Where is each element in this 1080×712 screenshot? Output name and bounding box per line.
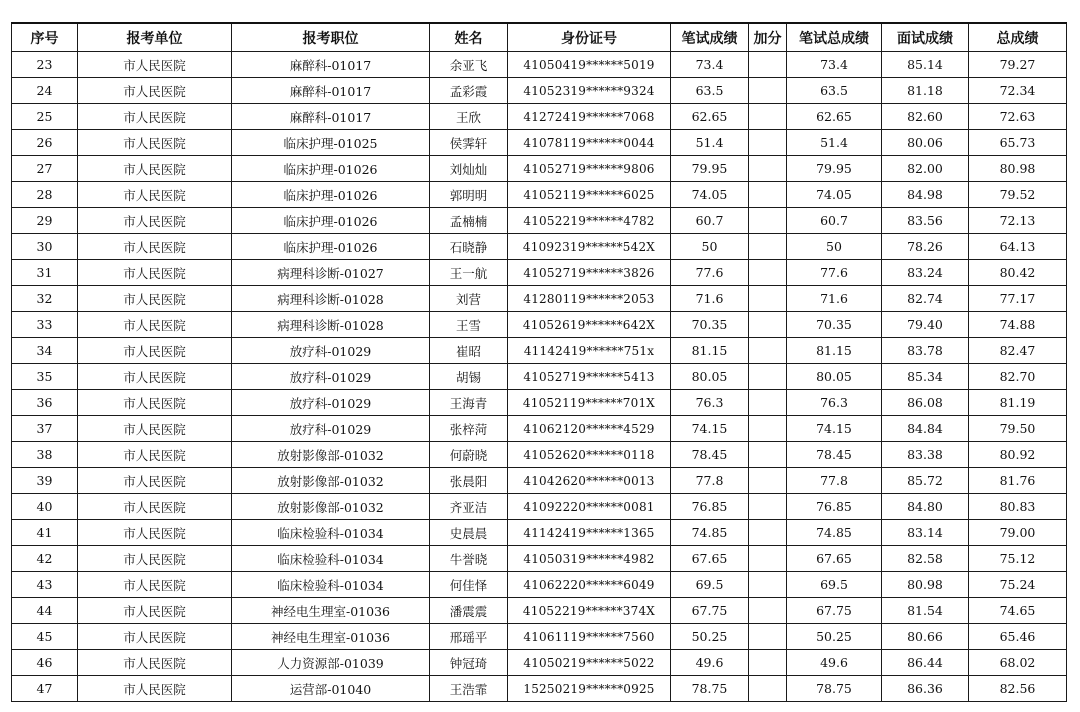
cell-col-name: 崔昭: [430, 338, 508, 364]
cell-col-interview-score: 83.24: [882, 260, 969, 286]
table-row: [12, 260, 1067, 286]
cell-col-unit: 市人民医院: [78, 130, 232, 156]
cell-col-total-score: 65.73: [969, 130, 1067, 156]
cell-col-unit: 市人民医院: [78, 52, 232, 78]
cell-col-id-number: 41142419******1365: [508, 520, 671, 546]
cell-col-total-score: 77.17: [969, 286, 1067, 312]
cell-col-written-score: 51.4: [671, 130, 749, 156]
cell-col-total-score: 82.47: [969, 338, 1067, 364]
cell-col-written-score: 79.95: [671, 156, 749, 182]
cell-col-unit: 市人民医院: [78, 338, 232, 364]
cell-col-name: 史晨晨: [430, 520, 508, 546]
table-row: [12, 208, 1067, 234]
cell-col-bonus: [749, 572, 787, 598]
table-row: [12, 312, 1067, 338]
cell-col-name: 孟彩霞: [430, 78, 508, 104]
cell-col-total-score: 64.13: [969, 234, 1067, 260]
cell-col-position: 麻醉科-01017: [232, 104, 430, 130]
cell-col-index: 31: [12, 260, 78, 286]
cell-col-written-score: 74.15: [671, 416, 749, 442]
cell-col-written-total: 67.75: [787, 598, 882, 624]
cell-col-id-number: 41050219******5022: [508, 650, 671, 676]
table-row: [12, 234, 1067, 260]
table-row: [12, 52, 1067, 78]
cell-col-written-score: 71.6: [671, 286, 749, 312]
cell-col-written-score: 62.65: [671, 104, 749, 130]
cell-col-unit: 市人民医院: [78, 78, 232, 104]
cell-col-name: 邢瑶平: [430, 624, 508, 650]
cell-col-name: 齐亚洁: [430, 494, 508, 520]
table-row: [12, 572, 1067, 598]
header-col-interview-score: 面试成绩: [882, 23, 969, 52]
cell-col-written-total: 62.65: [787, 104, 882, 130]
cell-col-written-total: 79.95: [787, 156, 882, 182]
table-row: [12, 182, 1067, 208]
cell-col-interview-score: 84.98: [882, 182, 969, 208]
cell-col-interview-score: 79.40: [882, 312, 969, 338]
cell-col-id-number: 41052119******701X: [508, 390, 671, 416]
cell-col-position: 临床护理-01026: [232, 234, 430, 260]
cell-col-id-number: 41052620******0118: [508, 442, 671, 468]
table-header-row: [12, 23, 1067, 52]
cell-col-name: 潘震震: [430, 598, 508, 624]
header-col-bonus: 加分: [749, 23, 787, 52]
cell-col-total-score: 79.50: [969, 416, 1067, 442]
cell-col-written-score: 67.75: [671, 598, 749, 624]
cell-col-interview-score: 82.00: [882, 156, 969, 182]
cell-col-name: 石晓静: [430, 234, 508, 260]
cell-col-name: 钟冠琦: [430, 650, 508, 676]
cell-col-unit: 市人民医院: [78, 546, 232, 572]
cell-col-index: 41: [12, 520, 78, 546]
cell-col-interview-score: 86.44: [882, 650, 969, 676]
cell-col-index: 44: [12, 598, 78, 624]
cell-col-interview-score: 84.84: [882, 416, 969, 442]
cell-col-interview-score: 85.72: [882, 468, 969, 494]
cell-col-total-score: 72.63: [969, 104, 1067, 130]
cell-col-written-score: 70.35: [671, 312, 749, 338]
header-col-position: 报考职位: [232, 23, 430, 52]
cell-col-position: 临床护理-01026: [232, 156, 430, 182]
cell-col-index: 27: [12, 156, 78, 182]
table-body: [12, 52, 1067, 702]
cell-col-name: 王浩霏: [430, 676, 508, 702]
cell-col-total-score: 80.98: [969, 156, 1067, 182]
cell-col-id-number: 41078119******0044: [508, 130, 671, 156]
cell-col-written-total: 50: [787, 234, 882, 260]
cell-col-total-score: 68.02: [969, 650, 1067, 676]
table-row: [12, 650, 1067, 676]
cell-col-unit: 市人民医院: [78, 494, 232, 520]
cell-col-interview-score: 83.78: [882, 338, 969, 364]
cell-col-total-score: 65.46: [969, 624, 1067, 650]
cell-col-written-total: 78.45: [787, 442, 882, 468]
cell-col-interview-score: 83.14: [882, 520, 969, 546]
cell-col-index: 45: [12, 624, 78, 650]
cell-col-index: 23: [12, 52, 78, 78]
cell-col-written-total: 74.05: [787, 182, 882, 208]
table-row: [12, 156, 1067, 182]
cell-col-unit: 市人民医院: [78, 390, 232, 416]
cell-col-written-score: 76.85: [671, 494, 749, 520]
cell-col-position: 病理科诊断-01027: [232, 260, 430, 286]
table-row: [12, 338, 1067, 364]
cell-col-bonus: [749, 312, 787, 338]
cell-col-written-score: 78.45: [671, 442, 749, 468]
table-row: [12, 520, 1067, 546]
cell-col-index: 30: [12, 234, 78, 260]
cell-col-written-score: 77.6: [671, 260, 749, 286]
cell-col-name: 刘营: [430, 286, 508, 312]
cell-col-name: 刘灿灿: [430, 156, 508, 182]
cell-col-name: 王一航: [430, 260, 508, 286]
cell-col-bonus: [749, 520, 787, 546]
cell-col-position: 人力资源部-01039: [232, 650, 430, 676]
cell-col-index: 28: [12, 182, 78, 208]
cell-col-unit: 市人民医院: [78, 312, 232, 338]
cell-col-unit: 市人民医院: [78, 182, 232, 208]
cell-col-bonus: [749, 156, 787, 182]
cell-col-interview-score: 82.74: [882, 286, 969, 312]
cell-col-bonus: [749, 442, 787, 468]
cell-col-index: 26: [12, 130, 78, 156]
table-row: [12, 442, 1067, 468]
cell-col-position: 放射影像部-01032: [232, 494, 430, 520]
table-row: [12, 416, 1067, 442]
cell-col-position: 病理科诊断-01028: [232, 312, 430, 338]
cell-col-name: 郭明明: [430, 182, 508, 208]
cell-col-position: 放疗科-01029: [232, 338, 430, 364]
cell-col-written-total: 69.5: [787, 572, 882, 598]
cell-col-written-total: 80.05: [787, 364, 882, 390]
cell-col-written-score: 50: [671, 234, 749, 260]
cell-col-total-score: 72.34: [969, 78, 1067, 104]
cell-col-written-score: 77.8: [671, 468, 749, 494]
cell-col-written-score: 49.6: [671, 650, 749, 676]
cell-col-unit: 市人民医院: [78, 208, 232, 234]
cell-col-interview-score: 80.66: [882, 624, 969, 650]
cell-col-written-total: 74.15: [787, 416, 882, 442]
cell-col-written-total: 51.4: [787, 130, 882, 156]
cell-col-unit: 市人民医院: [78, 234, 232, 260]
cell-col-interview-score: 81.54: [882, 598, 969, 624]
cell-col-interview-score: 85.34: [882, 364, 969, 390]
table-row: [12, 390, 1067, 416]
cell-col-bonus: [749, 468, 787, 494]
cell-col-written-total: 76.85: [787, 494, 882, 520]
cell-col-id-number: 41092220******0081: [508, 494, 671, 520]
cell-col-index: 42: [12, 546, 78, 572]
cell-col-position: 放疗科-01029: [232, 390, 430, 416]
cell-col-unit: 市人民医院: [78, 416, 232, 442]
cell-col-index: 47: [12, 676, 78, 702]
cell-col-bonus: [749, 260, 787, 286]
cell-col-name: 王海青: [430, 390, 508, 416]
cell-col-bonus: [749, 208, 787, 234]
cell-col-index: 35: [12, 364, 78, 390]
cell-col-unit: 市人民医院: [78, 468, 232, 494]
table-row: [12, 624, 1067, 650]
cell-col-interview-score: 78.26: [882, 234, 969, 260]
cell-col-unit: 市人民医院: [78, 520, 232, 546]
cell-col-written-score: 50.25: [671, 624, 749, 650]
cell-col-written-total: 67.65: [787, 546, 882, 572]
cell-col-index: 39: [12, 468, 78, 494]
cell-col-written-total: 49.6: [787, 650, 882, 676]
cell-col-bonus: [749, 234, 787, 260]
cell-col-written-score: 81.15: [671, 338, 749, 364]
cell-col-interview-score: 81.18: [882, 78, 969, 104]
cell-col-total-score: 79.52: [969, 182, 1067, 208]
cell-col-id-number: 41052619******642X: [508, 312, 671, 338]
cell-col-written-score: 63.5: [671, 78, 749, 104]
cell-col-interview-score: 82.60: [882, 104, 969, 130]
cell-col-unit: 市人民医院: [78, 624, 232, 650]
cell-col-written-score: 74.05: [671, 182, 749, 208]
cell-col-name: 余亚飞: [430, 52, 508, 78]
table-row: [12, 104, 1067, 130]
cell-col-id-number: 41052719******5413: [508, 364, 671, 390]
cell-col-id-number: 41061119******7560: [508, 624, 671, 650]
cell-col-position: 病理科诊断-01028: [232, 286, 430, 312]
cell-col-bonus: [749, 130, 787, 156]
cell-col-bonus: [749, 338, 787, 364]
cell-col-position: 放疗科-01029: [232, 416, 430, 442]
cell-col-id-number: 41052219******374X: [508, 598, 671, 624]
cell-col-position: 临床检验科-01034: [232, 520, 430, 546]
table-row: [12, 286, 1067, 312]
cell-col-interview-score: 80.06: [882, 130, 969, 156]
cell-col-position: 临床护理-01026: [232, 182, 430, 208]
cell-col-name: 张晨阳: [430, 468, 508, 494]
cell-col-total-score: 80.92: [969, 442, 1067, 468]
cell-col-bonus: [749, 416, 787, 442]
cell-col-bonus: [749, 286, 787, 312]
score-table-container: [11, 22, 1066, 702]
cell-col-total-score: 75.24: [969, 572, 1067, 598]
cell-col-name: 何蔚晓: [430, 442, 508, 468]
header-col-name: 姓名: [430, 23, 508, 52]
table-row: [12, 546, 1067, 572]
cell-col-bonus: [749, 598, 787, 624]
cell-col-id-number: 41052719******9806: [508, 156, 671, 182]
cell-col-total-score: 75.12: [969, 546, 1067, 572]
cell-col-index: 25: [12, 104, 78, 130]
cell-col-unit: 市人民医院: [78, 104, 232, 130]
cell-col-id-number: 41272419******7068: [508, 104, 671, 130]
cell-col-total-score: 81.19: [969, 390, 1067, 416]
cell-col-name: 王雪: [430, 312, 508, 338]
header-col-total-score: 总成绩: [969, 23, 1067, 52]
cell-col-interview-score: 80.98: [882, 572, 969, 598]
table-row: [12, 468, 1067, 494]
cell-col-index: 46: [12, 650, 78, 676]
cell-col-unit: 市人民医院: [78, 650, 232, 676]
cell-col-interview-score: 84.80: [882, 494, 969, 520]
cell-col-unit: 市人民医院: [78, 286, 232, 312]
cell-col-position: 麻醉科-01017: [232, 52, 430, 78]
cell-col-position: 临床检验科-01034: [232, 572, 430, 598]
cell-col-bonus: [749, 104, 787, 130]
cell-col-position: 临床检验科-01034: [232, 546, 430, 572]
cell-col-id-number: 41050419******5019: [508, 52, 671, 78]
cell-col-written-score: 67.65: [671, 546, 749, 572]
header-col-written-total: 笔试总成绩: [787, 23, 882, 52]
cell-col-id-number: 41052219******4782: [508, 208, 671, 234]
cell-col-position: 运营部-01040: [232, 676, 430, 702]
cell-col-index: 37: [12, 416, 78, 442]
cell-col-unit: 市人民医院: [78, 598, 232, 624]
cell-col-total-score: 72.13: [969, 208, 1067, 234]
cell-col-total-score: 82.56: [969, 676, 1067, 702]
cell-col-written-total: 77.8: [787, 468, 882, 494]
cell-col-interview-score: 86.08: [882, 390, 969, 416]
cell-col-index: 43: [12, 572, 78, 598]
cell-col-id-number: 41052319******9324: [508, 78, 671, 104]
cell-col-id-number: 41062120******4529: [508, 416, 671, 442]
cell-col-written-total: 77.6: [787, 260, 882, 286]
cell-col-id-number: 41092319******542X: [508, 234, 671, 260]
cell-col-position: 放射影像部-01032: [232, 442, 430, 468]
cell-col-id-number: 41062220******6049: [508, 572, 671, 598]
header-col-id-number: 身份证号: [508, 23, 671, 52]
cell-col-index: 29: [12, 208, 78, 234]
cell-col-written-total: 78.75: [787, 676, 882, 702]
cell-col-name: 胡锡: [430, 364, 508, 390]
cell-col-written-score: 80.05: [671, 364, 749, 390]
cell-col-interview-score: 82.58: [882, 546, 969, 572]
cell-col-name: 孟楠楠: [430, 208, 508, 234]
header-col-unit: 报考单位: [78, 23, 232, 52]
cell-col-written-score: 78.75: [671, 676, 749, 702]
cell-col-id-number: 41142419******751x: [508, 338, 671, 364]
cell-col-position: 临床护理-01026: [232, 208, 430, 234]
cell-col-total-score: 80.42: [969, 260, 1067, 286]
cell-col-written-total: 81.15: [787, 338, 882, 364]
cell-col-written-total: 74.85: [787, 520, 882, 546]
header-col-written-score: 笔试成绩: [671, 23, 749, 52]
cell-col-interview-score: 86.36: [882, 676, 969, 702]
cell-col-name: 牛誉晓: [430, 546, 508, 572]
cell-col-total-score: 80.83: [969, 494, 1067, 520]
cell-col-index: 24: [12, 78, 78, 104]
cell-col-index: 40: [12, 494, 78, 520]
cell-col-id-number: 15250219******0925: [508, 676, 671, 702]
cell-col-written-score: 76.3: [671, 390, 749, 416]
cell-col-name: 张梓菏: [430, 416, 508, 442]
cell-col-position: 放疗科-01029: [232, 364, 430, 390]
cell-col-position: 神经电生理室-01036: [232, 598, 430, 624]
cell-col-interview-score: 85.14: [882, 52, 969, 78]
cell-col-position: 神经电生理室-01036: [232, 624, 430, 650]
cell-col-id-number: 41052119******6025: [508, 182, 671, 208]
table-row: [12, 598, 1067, 624]
cell-col-id-number: 41052719******3826: [508, 260, 671, 286]
cell-col-total-score: 74.65: [969, 598, 1067, 624]
cell-col-unit: 市人民医院: [78, 260, 232, 286]
cell-col-written-score: 60.7: [671, 208, 749, 234]
cell-col-written-total: 63.5: [787, 78, 882, 104]
cell-col-bonus: [749, 52, 787, 78]
cell-col-unit: 市人民医院: [78, 156, 232, 182]
cell-col-total-score: 82.70: [969, 364, 1067, 390]
table-row: [12, 78, 1067, 104]
cell-col-written-total: 73.4: [787, 52, 882, 78]
cell-col-interview-score: 83.38: [882, 442, 969, 468]
cell-col-written-score: 74.85: [671, 520, 749, 546]
cell-col-bonus: [749, 650, 787, 676]
cell-col-position: 临床护理-01025: [232, 130, 430, 156]
cell-col-total-score: 81.76: [969, 468, 1067, 494]
cell-col-total-score: 79.27: [969, 52, 1067, 78]
cell-col-written-total: 76.3: [787, 390, 882, 416]
cell-col-written-score: 69.5: [671, 572, 749, 598]
cell-col-name: 王欣: [430, 104, 508, 130]
header-col-index: 序号: [12, 23, 78, 52]
cell-col-unit: 市人民医院: [78, 364, 232, 390]
cell-col-bonus: [749, 624, 787, 650]
cell-col-position: 麻醉科-01017: [232, 78, 430, 104]
cell-col-id-number: 41050319******4982: [508, 546, 671, 572]
cell-col-written-total: 60.7: [787, 208, 882, 234]
cell-col-written-total: 70.35: [787, 312, 882, 338]
cell-col-index: 32: [12, 286, 78, 312]
cell-col-interview-score: 83.56: [882, 208, 969, 234]
table-row: [12, 676, 1067, 702]
cell-col-bonus: [749, 390, 787, 416]
table-row: [12, 494, 1067, 520]
score-table: [11, 22, 1067, 702]
cell-col-total-score: 79.00: [969, 520, 1067, 546]
cell-col-written-total: 71.6: [787, 286, 882, 312]
cell-col-bonus: [749, 676, 787, 702]
cell-col-id-number: 41280119******2053: [508, 286, 671, 312]
cell-col-index: 36: [12, 390, 78, 416]
cell-col-total-score: 74.88: [969, 312, 1067, 338]
cell-col-bonus: [749, 546, 787, 572]
table-row: [12, 364, 1067, 390]
cell-col-index: 38: [12, 442, 78, 468]
cell-col-bonus: [749, 494, 787, 520]
cell-col-unit: 市人民医院: [78, 676, 232, 702]
cell-col-written-total: 50.25: [787, 624, 882, 650]
cell-col-bonus: [749, 364, 787, 390]
cell-col-name: 侯霁轩: [430, 130, 508, 156]
cell-col-unit: 市人民医院: [78, 572, 232, 598]
cell-col-bonus: [749, 78, 787, 104]
cell-col-bonus: [749, 182, 787, 208]
cell-col-id-number: 41042620******0013: [508, 468, 671, 494]
table-row: [12, 130, 1067, 156]
cell-col-name: 何佳怿: [430, 572, 508, 598]
cell-col-unit: 市人民医院: [78, 442, 232, 468]
cell-col-position: 放射影像部-01032: [232, 468, 430, 494]
cell-col-index: 33: [12, 312, 78, 338]
cell-col-index: 34: [12, 338, 78, 364]
cell-col-written-score: 73.4: [671, 52, 749, 78]
